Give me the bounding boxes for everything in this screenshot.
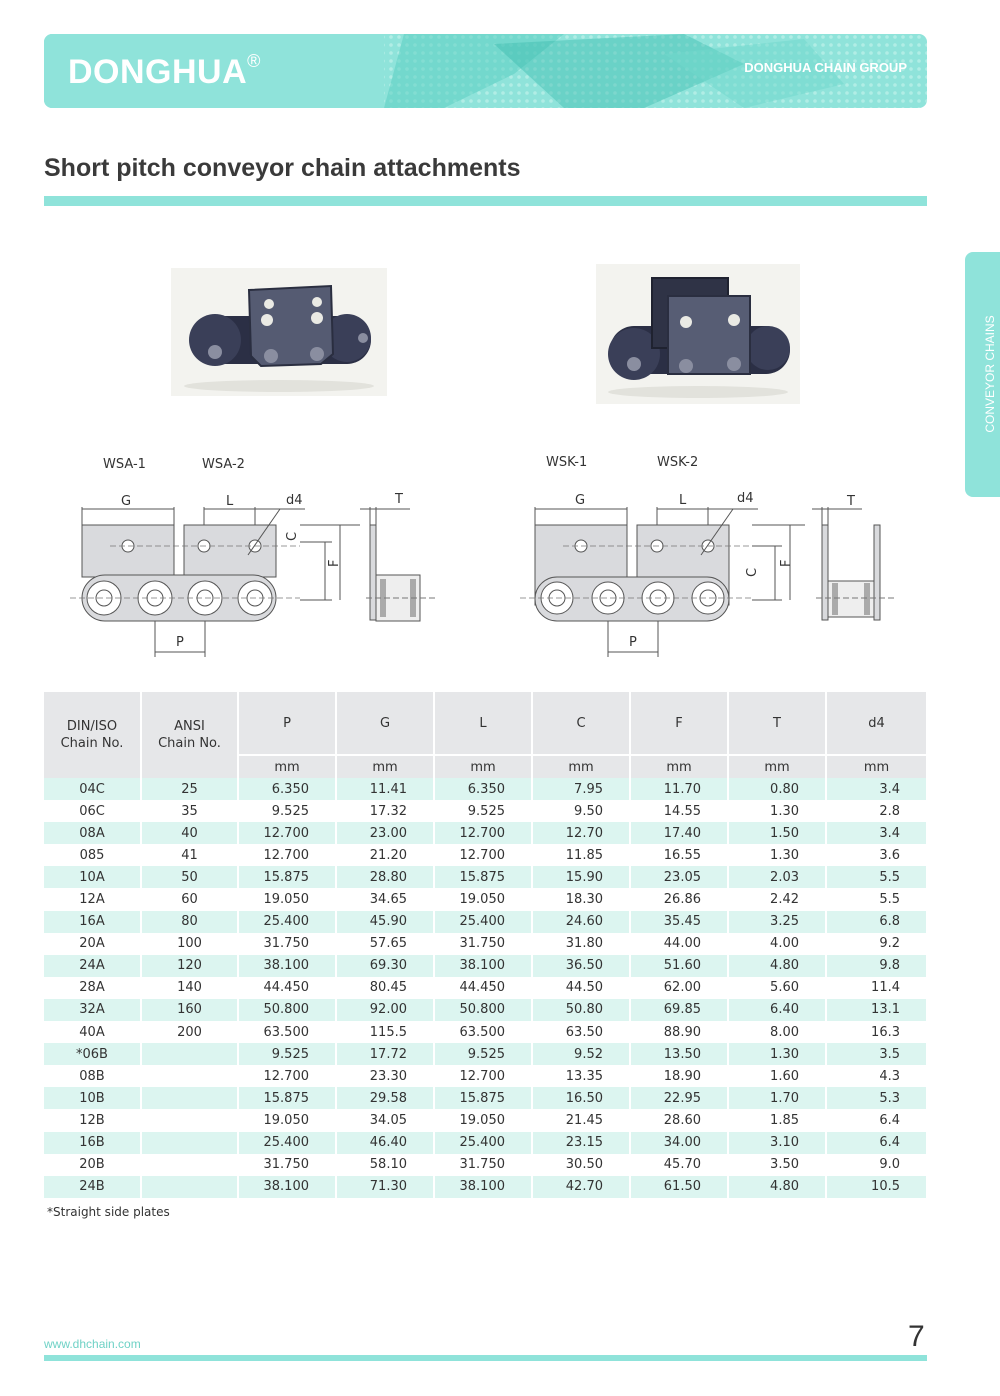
table-cell: 10.5	[826, 1176, 927, 1198]
spec-table-body	[44, 778, 927, 1198]
table-cell: 28A	[44, 977, 141, 999]
table-cell: 3.5	[826, 1043, 927, 1065]
table-cell	[141, 1087, 238, 1109]
table-cell: 19.050	[434, 888, 532, 910]
table-cell: 42.70	[532, 1176, 630, 1198]
table-cell: 160	[141, 999, 238, 1021]
table-cell: 2.42	[728, 888, 826, 910]
table-cell: 29.58	[336, 1087, 434, 1109]
table-cell: 4.80	[728, 1176, 826, 1198]
table-cell: 120	[141, 955, 238, 977]
table-row	[44, 778, 927, 800]
table-cell: 4.80	[728, 955, 826, 977]
table-cell: 1.30	[728, 1043, 826, 1065]
table-cell: 46.40	[336, 1132, 434, 1154]
table-cell: 25	[141, 778, 238, 800]
table-row	[44, 1087, 927, 1109]
table-cell: 80.45	[336, 977, 434, 999]
table-cell: 44.00	[630, 933, 728, 955]
table-cell: 69.85	[630, 999, 728, 1021]
page-title: Short pitch conveyor chain attachments	[44, 154, 521, 182]
table-cell: 25.400	[434, 1132, 532, 1154]
table-row	[44, 844, 927, 866]
table-cell: 50.80	[532, 999, 630, 1021]
table-cell: 10A	[44, 866, 141, 888]
title-divider	[44, 196, 927, 206]
table-cell: 63.500	[434, 1021, 532, 1043]
header-t: T	[728, 692, 826, 755]
unit-cell: mm	[826, 755, 927, 778]
table-cell: 13.50	[630, 1043, 728, 1065]
header-d4: d4	[826, 692, 927, 755]
table-cell: 44.450	[434, 977, 532, 999]
table-cell: 69.30	[336, 955, 434, 977]
table-cell: 3.25	[728, 911, 826, 933]
wsk-chain-photo	[596, 264, 800, 404]
svg-text:F: F	[779, 559, 794, 567]
table-cell: 9.525	[434, 1043, 532, 1065]
table-cell: 25.400	[434, 911, 532, 933]
table-cell: 28.60	[630, 1109, 728, 1131]
table-cell: 17.72	[336, 1043, 434, 1065]
table-cell: 45.70	[630, 1154, 728, 1176]
table-cell: 12B	[44, 1109, 141, 1131]
table-cell: 28.80	[336, 866, 434, 888]
table-cell: 3.6	[826, 844, 927, 866]
table-row	[44, 1176, 927, 1198]
table-cell: 8.00	[728, 1021, 826, 1043]
header-f: F	[630, 692, 728, 755]
table-cell: 40A	[44, 1021, 141, 1043]
label-wsk-1: WSK-1	[546, 455, 588, 470]
table-cell: 23.00	[336, 822, 434, 844]
side-tab-label: CONVEYOR CHAINS	[983, 315, 997, 433]
table-cell: 11.41	[336, 778, 434, 800]
table-cell: *06B	[44, 1043, 141, 1065]
table-row	[44, 822, 927, 844]
table-cell: 9.525	[238, 800, 336, 822]
table-cell	[141, 1132, 238, 1154]
table-cell: 22.95	[630, 1087, 728, 1109]
svg-text:d4: d4	[286, 493, 303, 508]
table-cell: 1.70	[728, 1087, 826, 1109]
table-cell: 15.875	[434, 1087, 532, 1109]
table-cell: 12.700	[434, 822, 532, 844]
table-cell: 2.8	[826, 800, 927, 822]
table-cell: 45.90	[336, 911, 434, 933]
table-cell: 08A	[44, 822, 141, 844]
table-row	[44, 1065, 927, 1087]
table-row	[44, 1043, 927, 1065]
table-cell: 6.350	[238, 778, 336, 800]
table-cell: 24A	[44, 955, 141, 977]
unit-cell: mm	[434, 755, 532, 778]
table-cell: 12.700	[434, 1065, 532, 1087]
table-cell: 3.4	[826, 822, 927, 844]
table-cell: 23.30	[336, 1065, 434, 1087]
wsa-chain-photo	[171, 268, 387, 396]
table-cell: 63.50	[532, 1021, 630, 1043]
table-cell: 88.90	[630, 1021, 728, 1043]
side-tab	[965, 252, 1000, 497]
group-name: DONGHUA CHAIN GROUP	[744, 60, 907, 75]
table-cell: 34.05	[336, 1109, 434, 1131]
table-cell: 7.95	[532, 778, 630, 800]
table-cell: 51.60	[630, 955, 728, 977]
unit-cell: mm	[336, 755, 434, 778]
wsk-dimension-drawing	[520, 485, 910, 665]
table-row	[44, 933, 927, 955]
table-cell: 61.50	[630, 1176, 728, 1198]
brand-logo: DONGHUA®	[68, 50, 261, 91]
table-cell: 26.86	[630, 888, 728, 910]
table-cell: 21.20	[336, 844, 434, 866]
table-cell: 12.700	[434, 844, 532, 866]
header-l: L	[434, 692, 532, 755]
table-cell: 115.5	[336, 1021, 434, 1043]
table-cell	[141, 1043, 238, 1065]
table-cell: 1.30	[728, 844, 826, 866]
table-cell: 41	[141, 844, 238, 866]
table-row	[44, 911, 927, 933]
table-cell: 92.00	[336, 999, 434, 1021]
table-cell: 16B	[44, 1132, 141, 1154]
page-number: 7	[908, 1320, 925, 1353]
footer-divider	[44, 1355, 927, 1361]
table-cell: 12.700	[238, 844, 336, 866]
table-cell: 5.3	[826, 1087, 927, 1109]
table-cell: 15.875	[238, 866, 336, 888]
table-cell: 38.100	[434, 1176, 532, 1198]
unit-cell: mm	[728, 755, 826, 778]
table-cell: 9.52	[532, 1043, 630, 1065]
table-cell: 0.80	[728, 778, 826, 800]
table-cell: 085	[44, 844, 141, 866]
table-cell: 50.800	[434, 999, 532, 1021]
table-cell: 32A	[44, 999, 141, 1021]
table-cell: 06C	[44, 800, 141, 822]
table-cell: 34.65	[336, 888, 434, 910]
table-cell: 1.50	[728, 822, 826, 844]
table-cell: 50	[141, 866, 238, 888]
table-cell: 31.750	[434, 933, 532, 955]
svg-text:F: F	[327, 559, 342, 567]
table-cell: 11.70	[630, 778, 728, 800]
table-cell: 16.3	[826, 1021, 927, 1043]
svg-text:T: T	[847, 494, 855, 509]
table-cell: 36.50	[532, 955, 630, 977]
table-cell: 16.55	[630, 844, 728, 866]
table-cell: 14.55	[630, 800, 728, 822]
table-cell: 9.525	[238, 1043, 336, 1065]
table-cell: 10B	[44, 1087, 141, 1109]
table-cell: 35	[141, 800, 238, 822]
table-cell: 15.875	[434, 866, 532, 888]
spec-table	[44, 692, 928, 1198]
table-cell	[141, 1109, 238, 1131]
table-cell: 44.50	[532, 977, 630, 999]
wsa-dimension-drawing	[70, 485, 450, 665]
svg-text:C: C	[285, 531, 300, 541]
table-cell: 21.45	[532, 1109, 630, 1131]
table-cell: 34.00	[630, 1132, 728, 1154]
table-cell: 9.8	[826, 955, 927, 977]
table-cell: 12.700	[238, 822, 336, 844]
table-cell: 17.40	[630, 822, 728, 844]
table-cell: 5.60	[728, 977, 826, 999]
table-cell: 19.050	[434, 1109, 532, 1131]
table-cell: 50.800	[238, 999, 336, 1021]
unit-cell: mm	[238, 755, 336, 778]
table-cell: 3.4	[826, 778, 927, 800]
svg-text:L: L	[679, 493, 687, 508]
table-row	[44, 999, 927, 1021]
table-cell: 13.35	[532, 1065, 630, 1087]
svg-text:d4: d4	[737, 491, 754, 506]
header-ansi: ANSI Chain No.	[141, 692, 238, 778]
table-cell: 15.90	[532, 866, 630, 888]
table-row	[44, 888, 927, 910]
table-cell: 20A	[44, 933, 141, 955]
table-cell: 31.750	[238, 933, 336, 955]
table-cell: 23.05	[630, 866, 728, 888]
table-cell: 30.50	[532, 1154, 630, 1176]
table-cell: 5.5	[826, 888, 927, 910]
table-cell	[141, 1065, 238, 1087]
table-cell: 6.40	[728, 999, 826, 1021]
table-cell: 9.525	[434, 800, 532, 822]
table-cell: 60	[141, 888, 238, 910]
table-cell: 19.050	[238, 888, 336, 910]
svg-text:C: C	[745, 567, 760, 577]
table-cell: 4.3	[826, 1065, 927, 1087]
header-g: G	[336, 692, 434, 755]
table-cell: 9.2	[826, 933, 927, 955]
table-cell	[141, 1176, 238, 1198]
table-cell: 6.4	[826, 1132, 927, 1154]
table-cell: 31.750	[434, 1154, 532, 1176]
table-cell: 6.4	[826, 1109, 927, 1131]
table-cell: 18.90	[630, 1065, 728, 1087]
table-cell: 04C	[44, 778, 141, 800]
footnote: *Straight side plates	[47, 1205, 170, 1219]
table-cell: 100	[141, 933, 238, 955]
table-cell: 31.80	[532, 933, 630, 955]
table-cell: 08B	[44, 1065, 141, 1087]
table-cell: 16A	[44, 911, 141, 933]
table-cell: 3.10	[728, 1132, 826, 1154]
table-cell: 17.32	[336, 800, 434, 822]
table-cell: 71.30	[336, 1176, 434, 1198]
svg-text:P: P	[176, 635, 184, 650]
table-cell: 24B	[44, 1176, 141, 1198]
header-p: P	[238, 692, 336, 755]
table-cell: 23.15	[532, 1132, 630, 1154]
table-cell: 25.400	[238, 1132, 336, 1154]
table-cell: 80	[141, 911, 238, 933]
svg-text:G: G	[121, 494, 132, 509]
table-cell: 6.350	[434, 778, 532, 800]
table-cell: 140	[141, 977, 238, 999]
table-cell: 5.5	[826, 866, 927, 888]
table-cell: 62.00	[630, 977, 728, 999]
label-wsa-1: WSA-1	[103, 457, 146, 472]
svg-text:L: L	[226, 494, 234, 509]
table-cell: 1.85	[728, 1109, 826, 1131]
table-cell: 11.85	[532, 844, 630, 866]
table-cell: 24.60	[532, 911, 630, 933]
table-row	[44, 1021, 927, 1043]
website-link[interactable]: www.dhchain.com	[44, 1337, 141, 1351]
table-row	[44, 955, 927, 977]
unit-cell: mm	[630, 755, 728, 778]
table-cell: 9.0	[826, 1154, 927, 1176]
table-cell: 6.8	[826, 911, 927, 933]
unit-cell: mm	[532, 755, 630, 778]
svg-text:G: G	[575, 493, 586, 508]
table-cell: 12.700	[238, 1065, 336, 1087]
table-cell: 20B	[44, 1154, 141, 1176]
table-row	[44, 800, 927, 822]
svg-text:T: T	[395, 492, 403, 507]
table-cell: 13.1	[826, 999, 927, 1021]
table-cell	[141, 1154, 238, 1176]
svg-text:P: P	[629, 635, 637, 650]
table-cell: 9.50	[532, 800, 630, 822]
table-cell: 200	[141, 1021, 238, 1043]
table-cell: 38.100	[238, 955, 336, 977]
table-cell: 16.50	[532, 1087, 630, 1109]
table-cell: 12A	[44, 888, 141, 910]
header-banner	[44, 34, 927, 108]
table-cell: 44.450	[238, 977, 336, 999]
header-c: C	[532, 692, 630, 755]
table-row	[44, 1109, 927, 1131]
table-cell: 25.400	[238, 911, 336, 933]
table-cell: 63.500	[238, 1021, 336, 1043]
table-cell: 2.03	[728, 866, 826, 888]
table-cell: 40	[141, 822, 238, 844]
table-row	[44, 977, 927, 999]
table-cell: 18.30	[532, 888, 630, 910]
table-cell: 58.10	[336, 1154, 434, 1176]
header-din-iso: DIN/ISO Chain No.	[44, 692, 141, 778]
table-cell: 4.00	[728, 933, 826, 955]
table-row	[44, 866, 927, 888]
label-wsk-2: WSK-2	[657, 455, 699, 470]
table-row	[44, 1132, 927, 1154]
table-cell: 57.65	[336, 933, 434, 955]
table-cell: 35.45	[630, 911, 728, 933]
table-cell: 15.875	[238, 1087, 336, 1109]
table-cell: 11.4	[826, 977, 927, 999]
table-cell: 38.100	[238, 1176, 336, 1198]
table-cell: 1.30	[728, 800, 826, 822]
table-row	[44, 1154, 927, 1176]
table-cell: 31.750	[238, 1154, 336, 1176]
label-wsa-2: WSA-2	[202, 457, 245, 472]
table-cell: 3.50	[728, 1154, 826, 1176]
table-cell: 1.60	[728, 1065, 826, 1087]
table-cell: 19.050	[238, 1109, 336, 1131]
table-cell: 12.70	[532, 822, 630, 844]
table-cell: 38.100	[434, 955, 532, 977]
